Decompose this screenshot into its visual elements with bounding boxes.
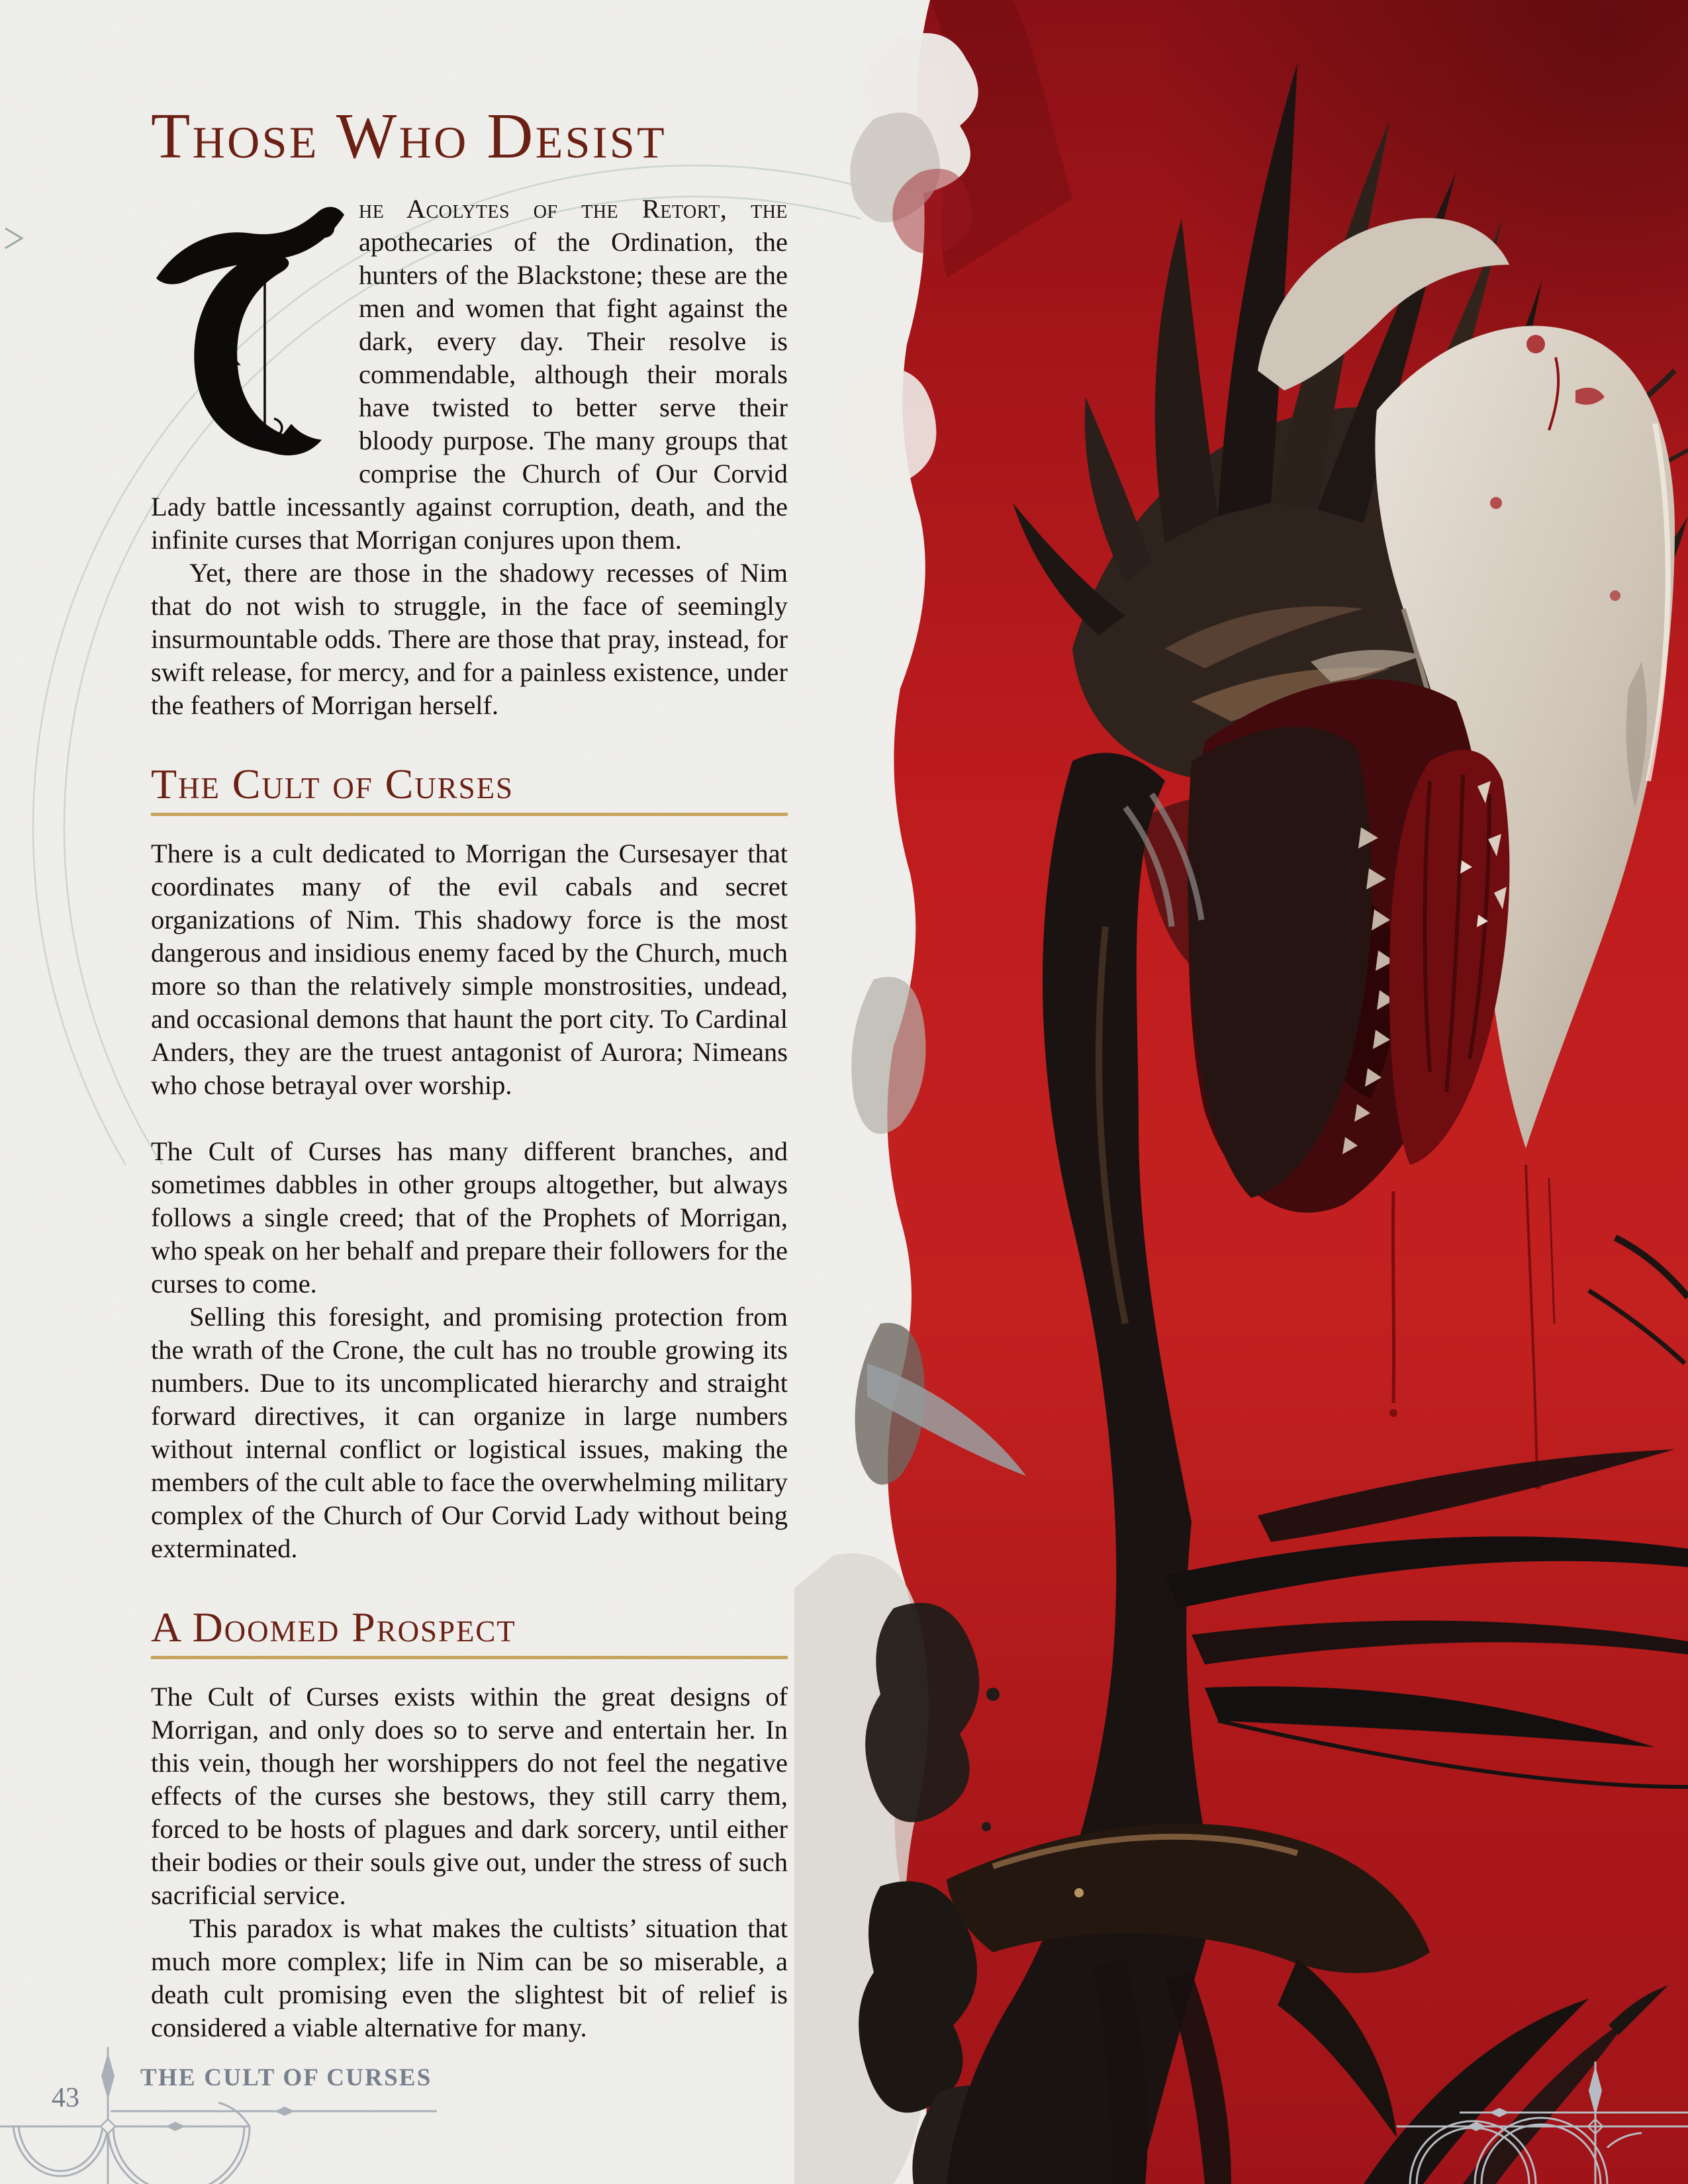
intro-paragraph-2: Yet, there are those in the shadowy recesses of Nim that do not wish to struggle, in the face of seemingly insurmountable odds. There are those that pray, instead, for swift release, for mercy, and for a painless existence, under the feathers of Morrigan herself. bbox=[151, 557, 788, 720]
section-paragraph: This paradox is what makes the cultists’ situation that much more complex; life in Nim can be so miserable, a death cult promising even the slightest bit of relief is considered a viable alternative for many. bbox=[151, 1913, 788, 2043]
section-paragraph: The Cult of Curses has many different branches, and sometimes dabbles in other groups altogether, but always follows a single creed; that of the Prophets of Morrigan, who speak on her behalf and prepare their followers for the curses to come. bbox=[151, 1136, 788, 1299]
corner-ornament-icon bbox=[1383, 2042, 1688, 2184]
section-heading-cult-of-curses: The Cult of Curses bbox=[151, 760, 514, 807]
footer-running-title: THE CULT OF CURSES bbox=[140, 2064, 432, 2091]
intro-lead-smallcaps: he Acolytes of the Retort, the bbox=[359, 193, 788, 224]
text-column bbox=[151, 103, 788, 2044]
page-number: 43 bbox=[52, 2083, 79, 2113]
gold-heading-rule bbox=[151, 813, 788, 816]
intro-paragraph-text: apothecaries of the Ordination, the hunters of the Blackstone; these are the men and women that fight against the dark, every day. Their resolve is commendable, although their morals have twisted to better serve their bloody purpose. The many groups that comprise the Church of Our Corvid Lady battle incessantly against corruption, death, and the infinite curses that Morrigan conjures upon them. bbox=[151, 226, 788, 555]
section-paragraph: There is a cult dedicated to Morrigan the Cursesayer that coordinates many of the evil cabals and secret organizations of Nim. This shadowy force is the most dangerous and insidious enemy faced by the Church, much more so than the relatively simple monstrosities, undead, and occasional demons that haunt the port city. To Cardinal Anders, they are the truest antagonist of Aurora; Nimeans who chose betrayal over worship. bbox=[151, 839, 788, 1101]
section-paragraph: Selling this foresight, and promising protection from the wrath of the Crone, the cult has no trouble growing its numbers. Due to its uncomplicated hierarchy and straight forward directives, it can organize in large numbers without internal conflict or logistical issues, making the members of the cult able to face the overwhelming military complex of the Church of Our Corvid Lady without being exterminated. bbox=[151, 1302, 788, 1564]
page-title: Those Who Desist bbox=[151, 101, 667, 171]
section-heading-doomed-prospect: A Doomed Prospect bbox=[151, 1604, 516, 1651]
creature-artwork bbox=[794, 0, 1688, 2184]
intro-paragraph bbox=[151, 193, 788, 557]
dropcap-letter-t bbox=[151, 199, 350, 463]
margin-chevron-icon bbox=[5, 228, 22, 248]
section-paragraph: The Cult of Curses exists within the great designs of Morrigan, and only does so to serve and entertain her. In this vein, though her worshippers do not feel the negative effects of the curses she bestows, they still carry them, forced to be hosts of plagues and dark sorcery, until either their bodies or their souls give out, under the stress of such sacrificial service. bbox=[151, 1682, 788, 1911]
gold-heading-rule bbox=[151, 1656, 788, 1659]
